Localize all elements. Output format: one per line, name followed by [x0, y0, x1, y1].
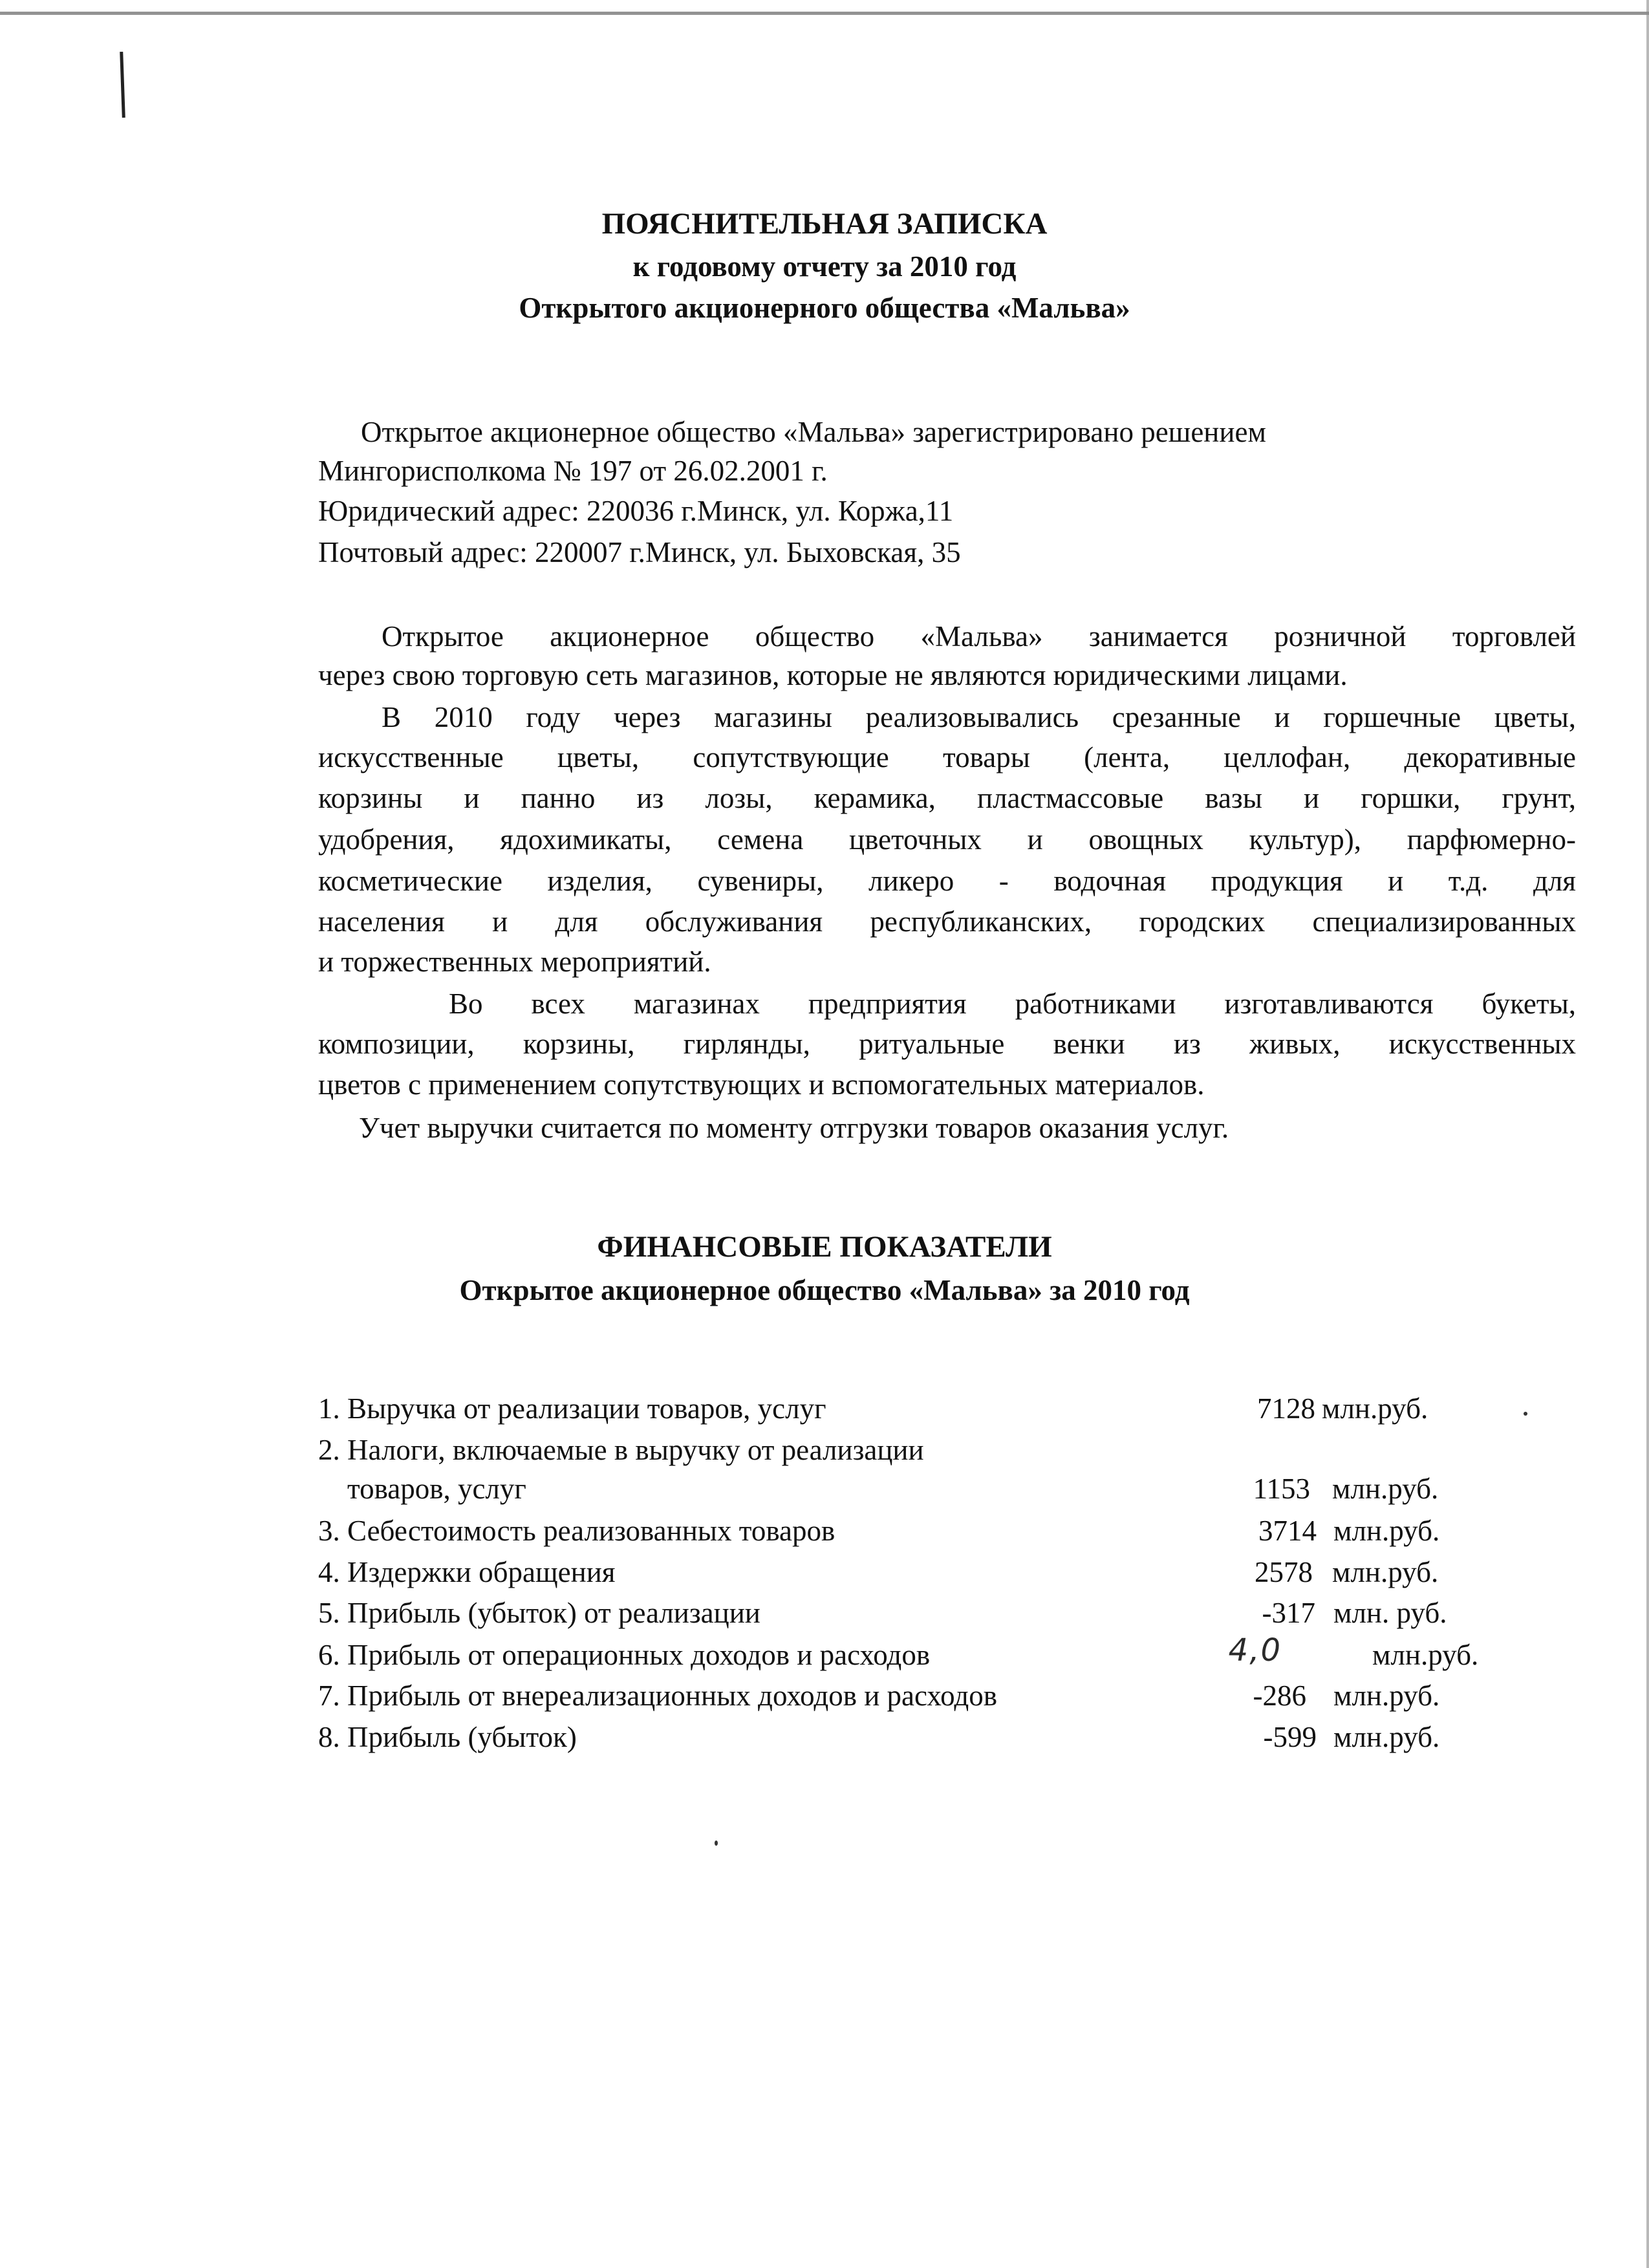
- financial-item-label: 3. Себестоимость реализованных товаров: [318, 1515, 835, 1547]
- financial-item-label: 8. Прибыль (убыток): [318, 1721, 577, 1753]
- financial-item-unit: млн.руб.: [1333, 1679, 1440, 1712]
- stray-dot: [715, 1841, 718, 1846]
- financial-item-unit: млн.руб.: [1332, 1473, 1439, 1505]
- legal-address: Юридический адрес: 220036 г.Минск, ул. Коржа,11: [318, 495, 954, 527]
- financial-item-label: 6. Прибыль от операционных доходов и расходов: [318, 1639, 931, 1671]
- financial-item-value: -599: [1263, 1721, 1317, 1753]
- paragraph-line: населения и для обслуживания республиканских, городских специализированных: [318, 905, 1576, 938]
- financial-item-label: 1. Выручка от реализации товаров, услуг: [318, 1392, 826, 1425]
- paragraph-line: Открытое акционерное общество «Мальва» занимается розничной торговлей: [382, 620, 1576, 653]
- financial-item-label: 7. Прибыль от внереализационных доходов и расходов: [318, 1679, 998, 1712]
- document-subtitle-company: Открытого акционерного общества «Мальва»: [519, 292, 1130, 324]
- financial-item-value: -286: [1253, 1679, 1306, 1712]
- paragraph-line: композиции, корзины, гирлянды, ритуальные венки из живых, искусственных: [318, 1028, 1576, 1060]
- paragraph-line: и торжественных мероприятий.: [318, 945, 711, 978]
- financial-item-unit: млн.руб.: [1322, 1392, 1428, 1425]
- financial-item-value: 3714: [1258, 1515, 1317, 1547]
- financial-item-unit: млн.руб.: [1332, 1556, 1439, 1588]
- paragraph-line: удобрения, ядохимикаты, семена цветочных и овощных культур), парфюмерно-: [318, 823, 1576, 856]
- paragraph-line: корзины и панно из лозы, керамика, пластмассовые вазы и горшки, грунт,: [318, 782, 1576, 814]
- paragraph-line: В 2010 году через магазины реализовывались срезанные и горшечные цветы,: [382, 701, 1576, 733]
- registration-line: Открытое акционерное общество «Мальва» зарегистрировано решением: [361, 416, 1266, 448]
- registration-line: Мингорисполкома № 197 от 26.02.2001 г.: [318, 455, 828, 487]
- document-title: ПОЯСНИТЕЛЬНАЯ ЗАПИСКА: [601, 207, 1048, 241]
- financial-item-unit: млн.руб.: [1372, 1639, 1479, 1671]
- paragraph-line: косметические изделия, сувениры, ликеро - водочная продукция и т.д. для: [318, 865, 1576, 897]
- financial-item-unit: млн.руб.: [1333, 1721, 1440, 1753]
- paragraph-line: Во всех магазинах предприятия работниками изготавливаются букеты,: [449, 988, 1576, 1020]
- financial-item-value: -317: [1262, 1597, 1315, 1629]
- paragraph-line: через свою торговую сеть магазинов, которые не являются юридическими лицами.: [318, 659, 1348, 691]
- scan-edge-line: [0, 12, 1649, 15]
- financial-item-label: 2. Налоги, включаемые в выручку от реализации: [318, 1434, 924, 1466]
- paragraph-line: Учет выручки считается по моменту отгрузки товаров оказания услуг.: [359, 1112, 1229, 1144]
- financial-item-unit: млн.руб.: [1333, 1515, 1440, 1547]
- financial-item-label: 4. Издержки обращения: [318, 1556, 616, 1588]
- paragraph-line: искусственные цветы, сопутствующие товары (лента, целлофан, декоративные: [318, 741, 1576, 773]
- financial-item-value: 2578: [1255, 1556, 1313, 1588]
- financial-item-label: 5. Прибыль (убыток) от реализации: [318, 1597, 760, 1629]
- postal-address: Почтовый адрес: 220007 г.Минск, ул. Быховская, 35: [318, 536, 961, 568]
- financial-title: ФИНАНСОВЫЕ ПОКАЗАТЕЛИ: [597, 1230, 1052, 1264]
- document-subtitle: к годовому отчету за 2010 год: [632, 250, 1017, 283]
- financial-item-value: 1153: [1253, 1473, 1310, 1505]
- financial-item-unit: млн. руб.: [1333, 1597, 1447, 1629]
- stray-dot: [1524, 1412, 1527, 1416]
- financial-item-label: товаров, услуг: [347, 1473, 526, 1505]
- financial-item-value-handwritten: 4,0: [1228, 1632, 1282, 1669]
- financial-item-value: 7128: [1257, 1392, 1315, 1425]
- scan-edge-right: [1646, 0, 1649, 2268]
- margin-pen-mark: [120, 52, 125, 118]
- paragraph-line: цветов с применением сопутствующих и вспомогательных материалов.: [318, 1068, 1205, 1101]
- financial-subtitle: Открытое акционерное общество «Мальва» за 2010 год: [459, 1274, 1190, 1306]
